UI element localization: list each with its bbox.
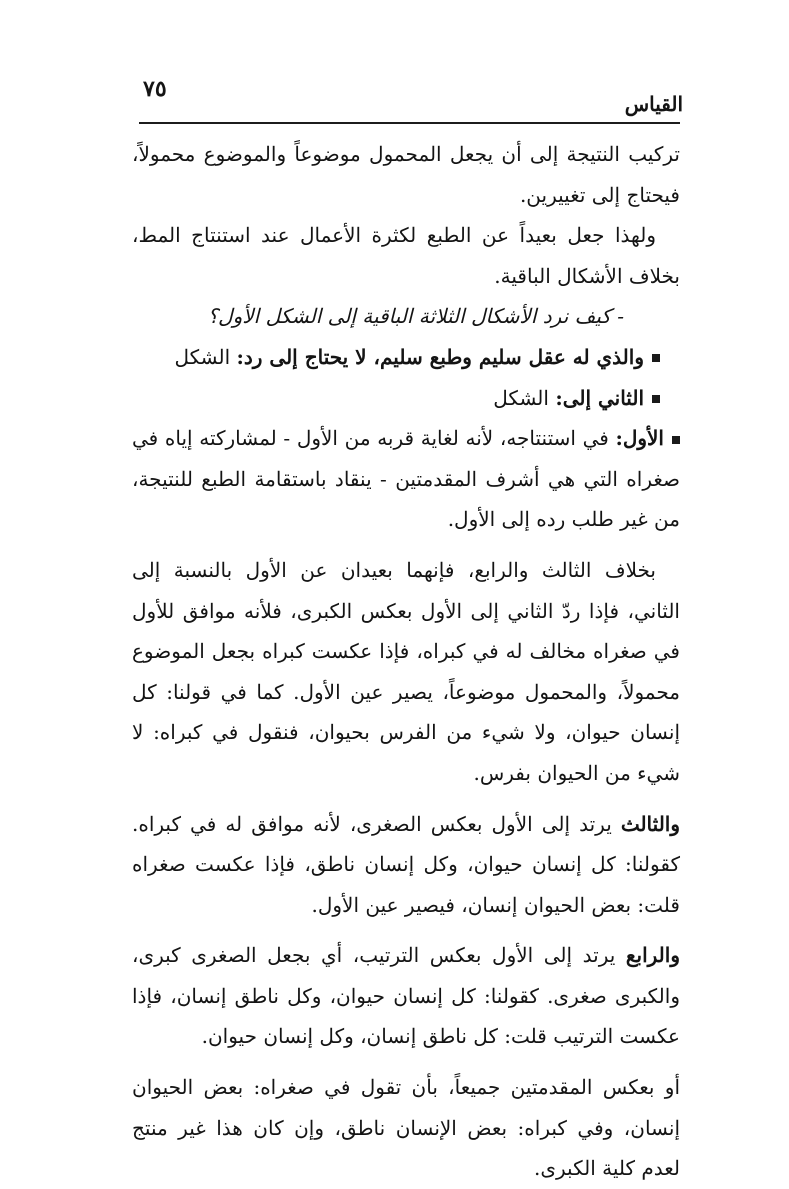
page-body (132, 134, 680, 1189)
paragraph-lead: والرابع (625, 943, 680, 968)
paragraph-text: يرتد إلى الأول بعكس الترتيب، أي بجعل الصغرى كبرى، والكبرى صغرى. كقولنا: كل إنسان حيوان، وكل ناطق إنسان، فإذا عكست الترتيب قلت: كل ناطق إنسان، وكل إنسان حيوان. (132, 943, 680, 1049)
bullet-text: في استنتاجه، لأنه لغاية قربه من الأول - لمشاركته إياه في صغراه التي هي أشرف المقدمتين - ينقاد باستقامة الطبع للنتيجة، من غير طلب رده إلى الأول. (132, 426, 680, 532)
bullet-bold-text: الثاني إلى: (555, 385, 644, 410)
bullet-bold-text: الأول: (615, 426, 664, 451)
bullet-item (132, 337, 680, 378)
bullet-item (132, 418, 680, 540)
paragraph: أو بعكس المقدمتين جميعاً، بأن تقول في صغراه: بعض الحيوان إنسان، وفي كبراه: بعض الإنسان ناطق، وإن كان هذا غير منتج لعدم كلية الكبرى. (132, 1075, 680, 1181)
paragraph-text: يرتد إلى الأول بعكس الصغرى، لأنه موافق له في كبراه. كقولنا: كل إنسان حيوان، وكل إنسان ناطق، فإذا عكست صغراه قلت: بعض الحيوان إنسان، فيصير عين الأول. (132, 811, 680, 917)
paragraph: ولهذا جعل بعيداً عن الطبع لكثرة الأعمال عند استنتاج المط، بخلاف الأشكال الباقية. (132, 223, 680, 288)
page-number: ٧٥ (143, 76, 167, 102)
paragraph-lead: والثالث (620, 811, 680, 836)
running-header-title: القياس (624, 92, 683, 116)
bullet-text: الشكل (493, 385, 556, 410)
square-bullet-icon (652, 354, 660, 362)
paragraph (132, 935, 680, 1057)
square-bullet-icon (652, 395, 660, 403)
bullet-bold-text: والذي له عقل سليم وطبع سليم، لا يحتاج إلى رد: (236, 344, 644, 369)
paragraph (132, 804, 680, 926)
paragraph: تركيب النتيجة إلى أن يجعل المحمول موضوعاً والموضوع محمولاً، فيحتاج إلى تغييرين. (132, 142, 680, 207)
bullet-item (132, 378, 680, 419)
header-rule (139, 122, 680, 124)
square-bullet-icon (672, 436, 680, 444)
question-line: - كيف نرد الأشكال الثلاثة الباقية إلى الشكل الأول؟ (207, 304, 624, 329)
paragraph: بخلاف الثالث والرابع، فإنهما بعيدان عن الأول بالنسبة إلى الثاني، فإذا ردّ الثاني إلى الأول بعكس الكبرى، فلأنه موافق للأول في صغراه مخالف له في كبراه، فإذا عكست كبراه بجعل الموضوع محمولاً، والمحمول موضوعاً، يصير عين الأول. كما في قولنا: كل إنسان حيوان، ولا شيء من الفرس بحيوان، فنقول في كبراه: لا شيء من الحيوان بفرس. (132, 557, 680, 785)
bullet-text: الشكل (174, 344, 237, 369)
